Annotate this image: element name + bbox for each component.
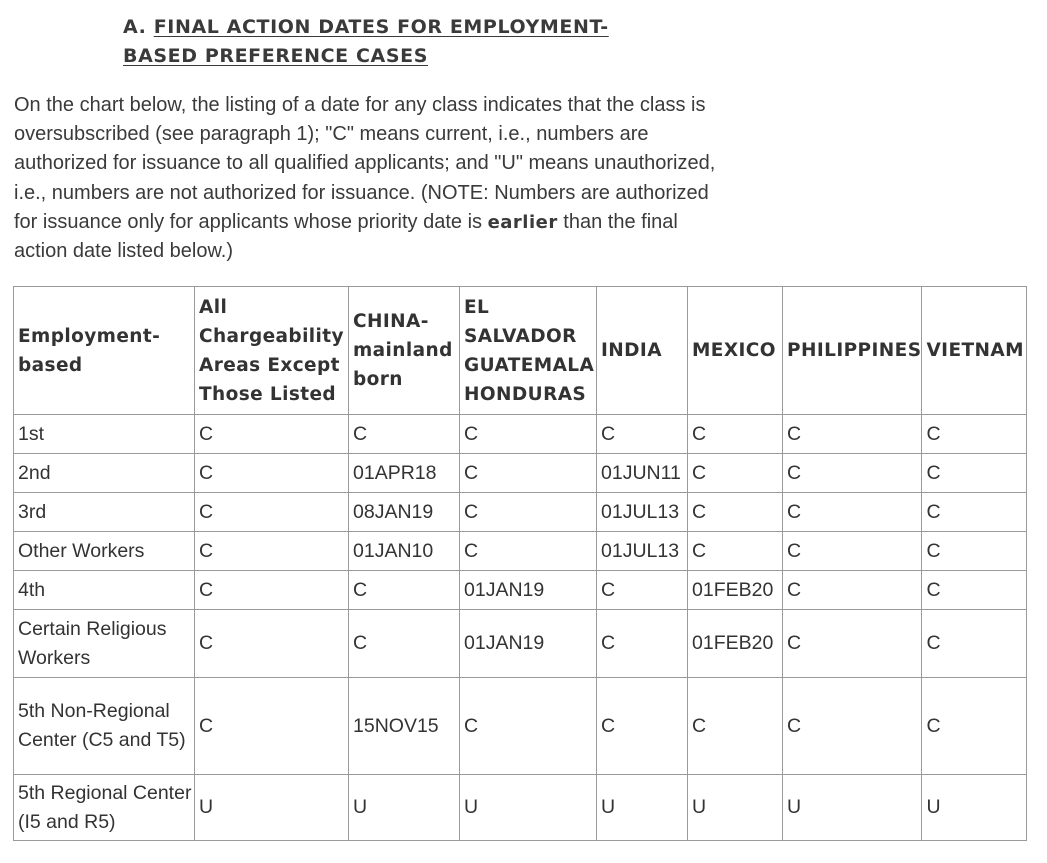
intro-text-1: On the chart below, the listing of a date for any class indicates that the class is oversubscribed (see paragraph 1); "C" means current, i.e., numbers are authorized for issuance to all qualified applicants; and "U" means unauthorized, i.e., numbers are not authorized for issuance. (NOTE: Numbers are authorized for issuance only for applicants whose priority date is [14, 94, 716, 233]
header-employment-based: Employment-based [14, 287, 195, 415]
table-cell: C [349, 610, 460, 678]
table-cell: C [597, 678, 688, 775]
table-cell: C [195, 493, 349, 532]
table-cell: 01FEB20 [688, 610, 783, 678]
table-cell: C [688, 678, 783, 775]
table-cell: C [349, 415, 460, 454]
intro-emphasis: earlier [487, 211, 558, 233]
table-cell: 01JAN19 [460, 571, 597, 610]
table-cell: C [783, 454, 922, 493]
table-cell: C [597, 415, 688, 454]
row-label: 5th Regional Center (I5 and R5) [14, 775, 195, 841]
heading-line-1 [123, 13, 609, 42]
table-cell: C [349, 571, 460, 610]
table-cell: 01JUL13 [597, 532, 688, 571]
header-philippines: PHILIPPINES [783, 287, 922, 415]
table-cell: C [688, 415, 783, 454]
header-el-salvador-guatemala-honduras: EL SALVADOR GUATEMALA HONDURAS [460, 287, 597, 415]
row-label: Other Workers [14, 532, 195, 571]
table-cell: C [195, 532, 349, 571]
table-cell: C [460, 532, 597, 571]
table-cell: 01JUL13 [597, 493, 688, 532]
table-cell: C [688, 493, 783, 532]
table-cell: C [460, 415, 597, 454]
table-cell: 01FEB20 [688, 571, 783, 610]
table-cell: C [195, 678, 349, 775]
table-cell: C [783, 532, 922, 571]
table-cell: 01JAN19 [460, 610, 597, 678]
table-cell: C [195, 571, 349, 610]
table-cell: C [597, 610, 688, 678]
table-row [14, 415, 1027, 454]
table-cell: C [783, 610, 922, 678]
table-cell: U [597, 775, 688, 841]
table-row [14, 493, 1027, 532]
table-cell: C [460, 454, 597, 493]
table-row [14, 532, 1027, 571]
header-all-chargeability: All Chargeability Areas Except Those Listed [195, 287, 349, 415]
table-cell: C [922, 610, 1027, 678]
table-cell: C [783, 571, 922, 610]
table-row [14, 775, 1027, 841]
section-title-line-2: BASED PREFERENCE CASES [123, 45, 428, 67]
table-row [14, 454, 1027, 493]
table-cell: U [460, 775, 597, 841]
table-cell: 01JAN10 [349, 532, 460, 571]
table-cell: U [349, 775, 460, 841]
table-cell: C [688, 532, 783, 571]
table-cell: C [922, 493, 1027, 532]
table-cell: 08JAN19 [349, 493, 460, 532]
table-cell: U [922, 775, 1027, 841]
table-cell: U [783, 775, 922, 841]
table-cell: C [783, 415, 922, 454]
table-cell: C [783, 678, 922, 775]
table-cell: C [922, 532, 1027, 571]
table-cell: C [922, 571, 1027, 610]
row-label: 4th [14, 571, 195, 610]
table-cell: U [195, 775, 349, 841]
section-title-line-1: FINAL ACTION DATES FOR EMPLOYMENT- [153, 16, 609, 38]
final-action-dates-table [13, 286, 1027, 841]
row-label: Certain Religious Workers [14, 610, 195, 678]
table-cell: 01APR18 [349, 454, 460, 493]
table-cell: C [922, 678, 1027, 775]
table-cell: 01JUN11 [597, 454, 688, 493]
intro-text-2: than the final action date listed below.) [14, 210, 678, 263]
table-cell: C [922, 454, 1027, 493]
header-vietnam: VIETNAM [922, 287, 1027, 415]
table-cell: C [195, 415, 349, 454]
section-letter: A. [123, 16, 147, 38]
row-label: 2nd [14, 454, 195, 493]
table-cell: C [460, 678, 597, 775]
section-heading [123, 13, 609, 71]
intro-paragraph [14, 91, 734, 266]
table-row [14, 571, 1027, 610]
row-label: 1st [14, 415, 195, 454]
table-cell: 15NOV15 [349, 678, 460, 775]
table-cell: C [195, 610, 349, 678]
table-row [14, 610, 1027, 678]
table-cell: C [688, 454, 783, 493]
header-mexico: MEXICO [688, 287, 783, 415]
table-cell: C [195, 454, 349, 493]
table-row [14, 678, 1027, 775]
header-china: CHINA-mainland born [349, 287, 460, 415]
table-cell: U [688, 775, 783, 841]
table-cell: C [597, 571, 688, 610]
table-cell: C [460, 493, 597, 532]
row-label: 3rd [14, 493, 195, 532]
header-india: INDIA [597, 287, 688, 415]
table-header-row [14, 287, 1027, 415]
row-label: 5th Non-Regional Center (C5 and T5) [14, 678, 195, 775]
table-cell: C [922, 415, 1027, 454]
table-cell: C [783, 493, 922, 532]
